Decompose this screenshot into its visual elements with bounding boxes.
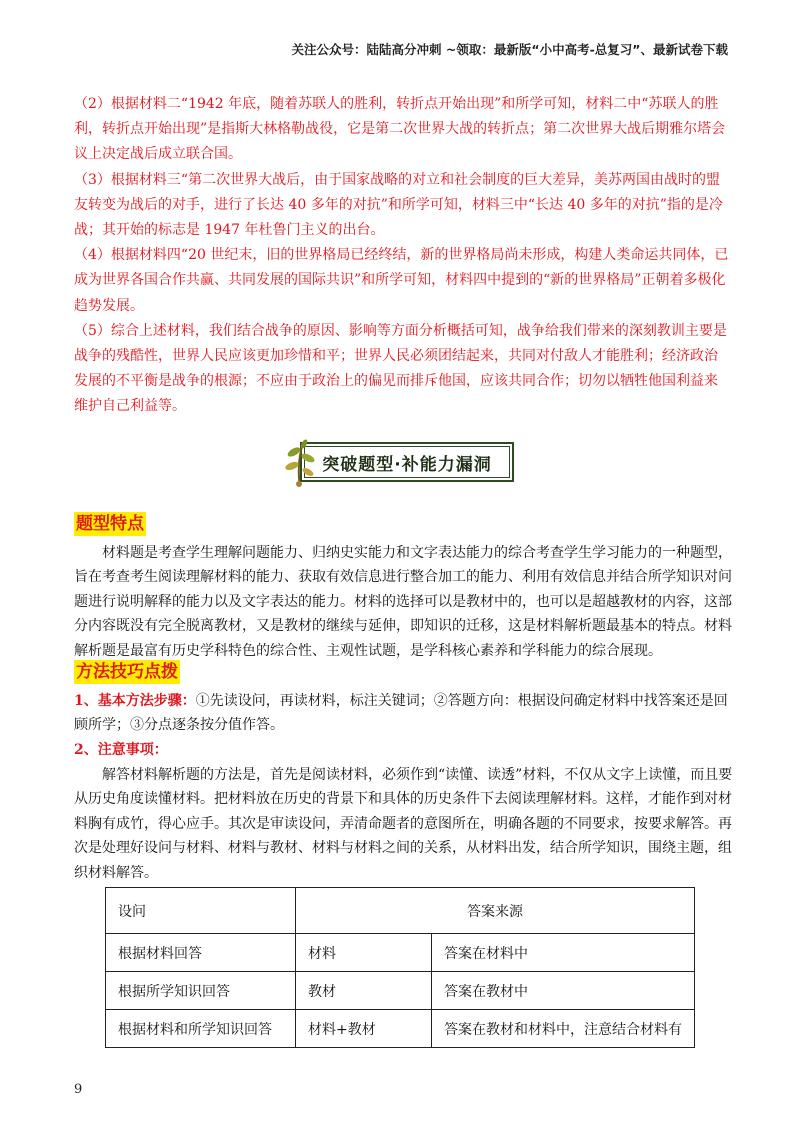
- table-header-row: [106, 888, 695, 934]
- method-step-1-text: ①先读设问，再读材料，标注关键词；②答题方向：根据设问确定材料中找答案还是回顾所学；③分点逐条按分值作答。: [74, 693, 728, 734]
- page-number: 9: [74, 1082, 83, 1097]
- banner-label: 突破题型·补能力漏洞: [304, 446, 510, 478]
- method-step-2: [74, 738, 734, 762]
- answer-2: （2）根据材料二“1942 年底，随着苏联人的胜利，转折点开始出现”和所学可知，材料二中“苏联人的胜利，转折点开始出现”是指斯大林格勒战役，它是第二次世界大战的转折点；第二次世界大战后期雅尔塔会议上决定战后成立联合国。: [74, 96, 726, 163]
- answer-5: （5）综合上述材料，我们结合战争的原因、影响等方面分析概括可知，战争给我们带来的深刻教训主要是战争的残酷性，世界人民应该更加珍惜和平；世界人民必须团结起来，共同对付敌人才能胜利；经济政治发展的不平衡是战争的根源；不应由于政治上的偏见而排斥他国，应该共同合作；切勿以牺牲他国利益来维护自己利益等。: [74, 322, 727, 415]
- table-row: [106, 972, 695, 1010]
- table-header-cell: 设问: [106, 888, 296, 934]
- table-cell: 材料+教材: [296, 1010, 432, 1048]
- method-step-1-label: 1、基本方法步骤：: [74, 693, 196, 709]
- page-header: 关注公众号：陆陆高分冲刺 ~领取：最新版“小中高考-总复习”、最新试卷下载: [291, 42, 728, 57]
- answer-source-table: [105, 887, 695, 1048]
- banner-frame: [300, 442, 514, 482]
- method-step-2-text: 解答材料解析题的方法是，首先是阅读材料，必须作到“读懂、读透”材料，不仅从文字上读懂，而且要从历史角度读懂材料。把材料放在历史的背景下和具体的历史条件下去阅读理解材料。这样，才能作到对材料胸有成竹，得心应手。其次是审读设问，弄清命题者的意图所在，明确各题的不同要求，按要求解答。再次是处理好设问与材料、材料与教材、材料与材料之间的关系，从材料出发，结合所学知识，围绕主题，组织材料解答。: [74, 767, 733, 881]
- answer-4: （4）根据材料四“20 世纪末，旧的世界格局已经终结，新的世界格局尚未形成，构建人类命运共同体，已成为世界各国合作共赢、共同发展的国际共识”和所学可知，材料四中提到的“新的世界格局”正朝着多极化趋势发展。: [74, 247, 729, 314]
- table-cell: 答案在教材和材料中，注意结合材料有: [432, 1010, 695, 1048]
- table-header-cell: 答案来源: [296, 888, 695, 934]
- section-title-method-tips: 方法技巧点拨: [76, 662, 178, 682]
- section-banner: [278, 438, 516, 488]
- plant-sprout-icon: [278, 438, 318, 488]
- table-cell: 答案在材料中: [432, 934, 695, 972]
- answer-3: （3）根据材料三“第二次世界大战后，由于国家战略的对立和社会制度的巨大差异，美苏两国由战时的盟友转变为战后的对手，进行了长达 40 多年的对抗”和所学可知，材料三中“长达 40 多年的对抗”指的是冷战；其开始的标志是 1947 年杜鲁门主义的出台。: [74, 171, 723, 239]
- table-row: [106, 934, 695, 972]
- table-cell: 根据材料和所学知识回答: [106, 1010, 296, 1048]
- table-cell: 材料: [296, 934, 432, 972]
- method-step-1: [74, 689, 734, 738]
- table-cell: 根据材料回答: [106, 934, 296, 972]
- table-cell: 教材: [296, 972, 432, 1010]
- question-type-paragraph: 材料题是考查学生理解问题能力、归纳史实能力和文字表达能力的综合考查学生学习能力的一种题型，旨在考查考生阅读理解材料的能力、获取有效信息进行整合加工的能力、利用有效信息并结合所学知识对问题进行说明解释的能力以及文字表达的能力。材料的选择可以是教材中的，也可以是超越教材的内容，这部分内容既没有完全脱离教材，又是教材的继续与延伸，即知识的迁移，这是材料解析题最基本的特点。材料解析题是最富有历史学科特色的综合性、主观性试题，是学科核心素养和学科能力的综合展现。: [74, 545, 732, 659]
- section-title-question-type: 题型特点: [76, 514, 144, 534]
- method-step-2-label: 2、注意事项：: [74, 742, 168, 758]
- table-row: [106, 1010, 695, 1048]
- answer-block: [74, 92, 730, 420]
- table-cell: 答案在教材中: [432, 972, 695, 1010]
- table-cell: 根据所学知识回答: [106, 972, 296, 1010]
